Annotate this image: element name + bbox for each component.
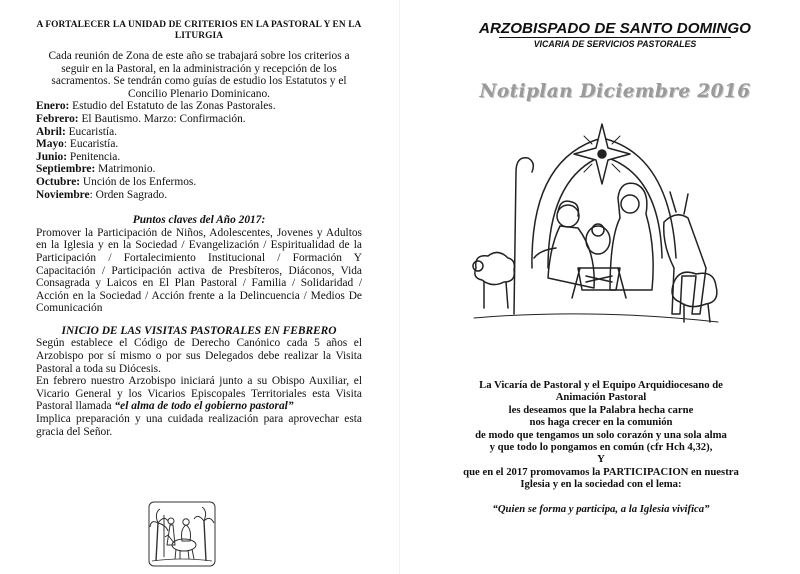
archdiocese-title: ARZOBISPADO DE SANTO DOMINGO	[479, 20, 751, 37]
month-text: El Bautismo. Marzo: Confirmación.	[78, 112, 246, 125]
nativity-scene-drawing	[470, 118, 720, 328]
month-item	[36, 189, 362, 202]
message-line: que en el 2017 promovamos la PARTICIPACION en nuestra	[463, 465, 739, 478]
month-item	[36, 126, 362, 139]
month-label: Noviembre	[36, 188, 90, 201]
month-item	[36, 163, 362, 176]
month-item	[36, 151, 362, 164]
message-line: y que todo lo pongamos en común (cfr Hch 4,32),	[489, 441, 713, 454]
right-panel	[400, 0, 800, 574]
key-points-heading: Puntos claves del Año 2017:	[132, 214, 266, 227]
month-text: Matrimonio.	[95, 163, 156, 176]
month-text: Estudio del Estatuto de las Zonas Pastorales.	[69, 100, 276, 113]
month-text: : Eucaristía.	[63, 138, 119, 151]
month-item	[36, 138, 362, 151]
month-list	[36, 100, 362, 201]
month-text: Unción de los Enfermos.	[80, 175, 197, 188]
intro-paragraph: Cada reunión de Zona de este año se trabajará sobre los criterios a seguir en la Pastoral, en la administración y recepción de los sacramentos. Se tendrán como guías de estudio los Estatutos y el Concilio Plenario Dominicano.	[48, 50, 350, 100]
visits-paragraph-2-text: En febrero nuestro Arzobispo iniciará junto a su Obispo Auxiliar, el Vicario General y los Vicarios Episcopales Territoriales esta Visita Pastoral llamada	[36, 375, 362, 413]
message-line: nos haga crecer en la comunión	[529, 416, 673, 429]
message-line: Animación Pastoral	[555, 391, 647, 404]
month-text: Penitencia.	[67, 150, 121, 163]
month-label: Junio:	[36, 150, 68, 163]
month-text: : Orden Sagrado.	[89, 188, 168, 201]
month-item	[36, 100, 362, 113]
month-label: Septiembre:	[36, 163, 96, 176]
visits-paragraph-1: Según establece el Código de Derecho Canónico cada 5 años el Arzobispo por sí mismo o por sus Delegados debe realizar la Visita Pastoral a toda su Diócesis.	[36, 337, 362, 375]
visits-heading: INICIO DE LAS VISITAS PASTORALES EN FEBRERO	[61, 324, 337, 337]
month-item	[36, 176, 362, 189]
message-line: Iglesia y en la sociedad con el lema:	[520, 478, 682, 491]
message-line: les deseamos que la Palabra hecha carne	[508, 403, 694, 416]
flight-to-egypt-drawing	[148, 501, 216, 567]
message-line: de modo que tengamos un solo corazón y una sola alma	[475, 428, 727, 441]
month-label: Enero:	[36, 100, 70, 113]
month-text: Eucaristía.	[65, 125, 117, 138]
month-label: Abril:	[36, 125, 66, 138]
month-label: Febrero:	[36, 112, 79, 125]
visits-paragraph-3: Implica preparación y una cuidada realización para aprovechar esta gracia del Señor.	[36, 413, 362, 438]
visits-quote: “el alma de todo el gobierno pastoral”	[114, 400, 294, 413]
vicariate-subtitle: VICARIA DE SERVICIOS PASTORALES	[499, 37, 731, 49]
key-points-paragraph: Promover la Participación de Niños, Adolescentes, Jovenes y Adultos en la Iglesia y en la Sociedad / Evangelización / Espiritualidad de la Participación / Fortalecimiento Institucional / Formación Y Capacitación / Participación activa de Presbíteros, Diáconos, Vida Consagrada y Laicos en El Plan Pastoral / Familia / Solidaridad / Acción en la Sociedad / Acción frente a la Delincuencia / Medios De Comunicación	[36, 226, 362, 315]
month-label: Mayo	[36, 138, 64, 151]
message-line: Y	[597, 453, 605, 466]
month-item	[36, 113, 362, 126]
christmas-message	[436, 379, 766, 515]
notiplan-title: Notiplan Diciembre 2016	[479, 81, 751, 102]
unity-heading: A FORTALECER LA UNIDAD DE CRITERIOS EN LA PASTORAL Y EN LA LITURGIA	[36, 20, 362, 41]
message-line: La Vicaría de Pastoral y el Equipo Arquidiocesano de	[479, 379, 723, 391]
motto: “Quien se forma y participa, a la Iglesia vivifica”	[492, 502, 710, 515]
visits-paragraph-2	[36, 375, 362, 413]
month-label: Octubre:	[36, 175, 81, 188]
